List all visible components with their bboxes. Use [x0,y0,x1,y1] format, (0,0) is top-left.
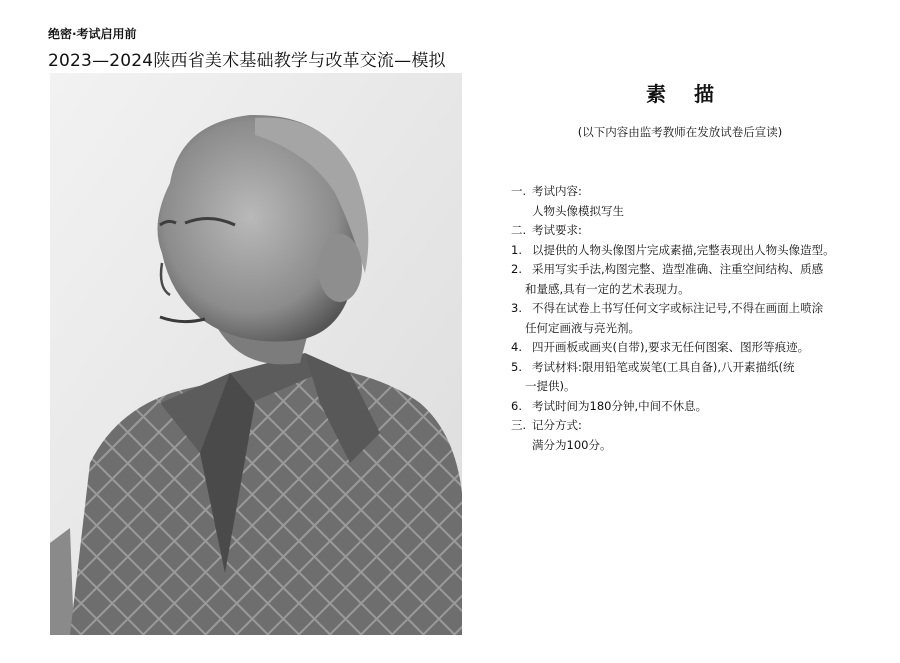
line-mark: 6. [511,398,522,413]
instruction-line [511,416,856,436]
line-text: 以提供的人物头像图片完成素描,完整表现出人物头像造型。 [532,242,835,257]
line-text: 考试内容: [532,184,582,198]
line-text: 四开画板或画夹(自带),要求无任何图案、图形等痕迹。 [532,340,810,354]
exam-instructions [511,182,856,455]
instruction-line [511,280,856,300]
line-text: 记分方式: [532,418,582,432]
line-mark: 1. [511,242,522,257]
instruction-line [511,436,856,456]
line-text: 任何定画液与亮光剂。 [525,320,640,335]
instruction-line [511,299,856,319]
line-text: 人物头像模拟写生 [532,203,624,218]
line-text: 满分为100分。 [532,437,612,452]
line-text: 和量感,具有一定的艺术表现力。 [525,281,690,296]
line-text: 采用写实手法,构图完整、造型准确、注重空间结构、质感 [532,262,824,276]
instruction-line [511,260,856,280]
instruction-line [511,338,856,358]
line-mark: 一. [511,184,527,198]
line-text: 考试材料:限用铅笔或炭笔(工具自备),八开素描纸(统 [532,359,795,374]
line-mark: 3. [511,301,522,315]
line-mark: 4. [511,340,522,354]
instruction-line [511,377,856,397]
line-mark: 2. [511,262,522,276]
instruction-line [511,182,856,202]
proctor-note: (以下内容由监考教师在发放试卷后宣读) [577,125,783,139]
line-text: 一提供)。 [525,379,576,393]
exam-title: 2023—2024陕西省美术基础教学与改革交流—模拟 [48,51,446,71]
line-text: 不得在试卷上书写任何文字或标注记号,不得在画面上喷涂 [532,301,824,315]
instruction-line [511,397,856,417]
instruction-line [511,221,856,241]
reference-portrait-photo [50,73,462,635]
line-mark: 三. [511,418,527,432]
instruction-line [511,319,856,339]
instruction-line [511,202,856,222]
subject-heading: 素描 [646,82,742,106]
instruction-line [511,241,856,261]
line-mark: 5. [511,359,522,374]
confidential-label: 绝密·考试启用前 [48,27,137,41]
line-text: 考试时间为180分钟,中间不休息。 [532,398,708,413]
line-text: 考试要求: [532,223,582,237]
line-mark: 二. [511,223,527,237]
instruction-line [511,358,856,378]
